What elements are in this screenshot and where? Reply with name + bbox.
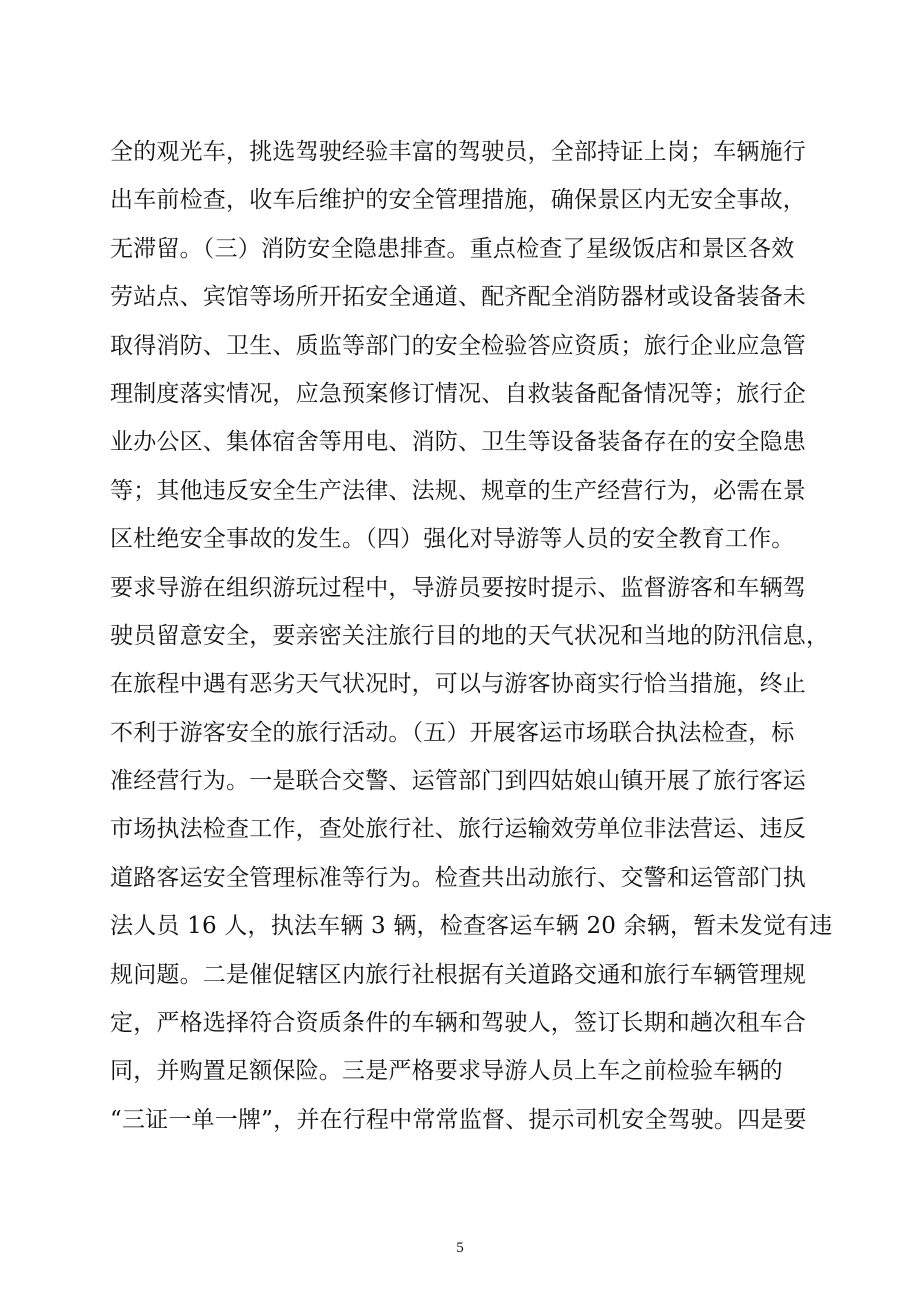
- text-line-21: “三证一单一牌”，并在行程中常常监督、提示司机安全驾驶。四是要: [110, 1106, 807, 1133]
- text-line-2: 出车前检查，收车后维护的安全管理措施，确保景区内无安全事故，: [110, 187, 806, 214]
- text-line-7: 业办公区、集体宿舍等用电、消防、卫生等设备装备存在的安全隐患: [110, 429, 806, 456]
- text-line-20: 同，并购置足额保险。三是严格要求导游人员上车之前检验车辆的: [110, 1058, 783, 1085]
- text-line-1: 全的观光车，挑选驾驶经验丰富的驾驶员，全部持证上岗；车辆施行: [110, 139, 806, 165]
- text-line-11: 驶员留意安全，要亲密关注旅行目的地的天气状况和当地的防汛信息，: [110, 622, 830, 649]
- text-line-18: 规问题。二是催促辖区内旅行社根据有关道路交通和旅行车辆管理规: [110, 961, 806, 988]
- text-line-13: 不利于游客安全的旅行活动。（五）开展客运市场联合执法检查，标: [110, 719, 795, 746]
- text-line-15: 市场执法检查工作，查处旅行社、旅行运输效劳单位非法营运、违反: [110, 816, 806, 843]
- text-line-5: 取得消防、卫生、质监等部门的安全检验答应资质；旅行企业应急管: [110, 332, 806, 359]
- page-number: 5: [456, 1240, 464, 1256]
- text-line-3: 无滞留。（三）消防安全隐患排查。重点检查了星级饭店和景区各效: [110, 235, 795, 262]
- text-line-10: 要求导游在组织游玩过程中，导游员要按时提示、监督游客和车辆驾: [110, 574, 806, 601]
- text-line-16: 道路客运安全管理标准等行为。检查共出动旅行、交警和运管部门执: [110, 864, 806, 891]
- text-line-17: 法人员 16 人，执法车辆 3 辆，检查客运车辆 20 余辆，暂未发觉有违: [110, 913, 833, 940]
- text-line-14: 准经营行为。一是联合交警、运管部门到四姑娘山镇开展了旅行客运: [110, 768, 806, 795]
- text-line-4: 劳站点、宾馆等场所开拓安全通道、配齐配全消防器材或设备装备未: [110, 284, 806, 311]
- text-line-8: 等；其他违反安全生产法律、法规、规章的生产经营行为，必需在景: [110, 477, 806, 504]
- body-text: [110, 128, 833, 1144]
- text-line-9: 区杜绝安全事故的发生。（四）强化对导游等人员的安全教育工作。: [110, 526, 795, 553]
- text-line-6: 理制度落实情况，应急预案修订情况、自救装备配备情况等；旅行企: [110, 380, 806, 407]
- text-line-19: 定，严格选择符合资质条件的车辆和驾驶人，签订长期和趟次租车合: [110, 1010, 806, 1037]
- text-line-12: 在旅程中遇有恶劣天气状况时，可以与游客协商实行恰当措施，终止: [110, 671, 806, 698]
